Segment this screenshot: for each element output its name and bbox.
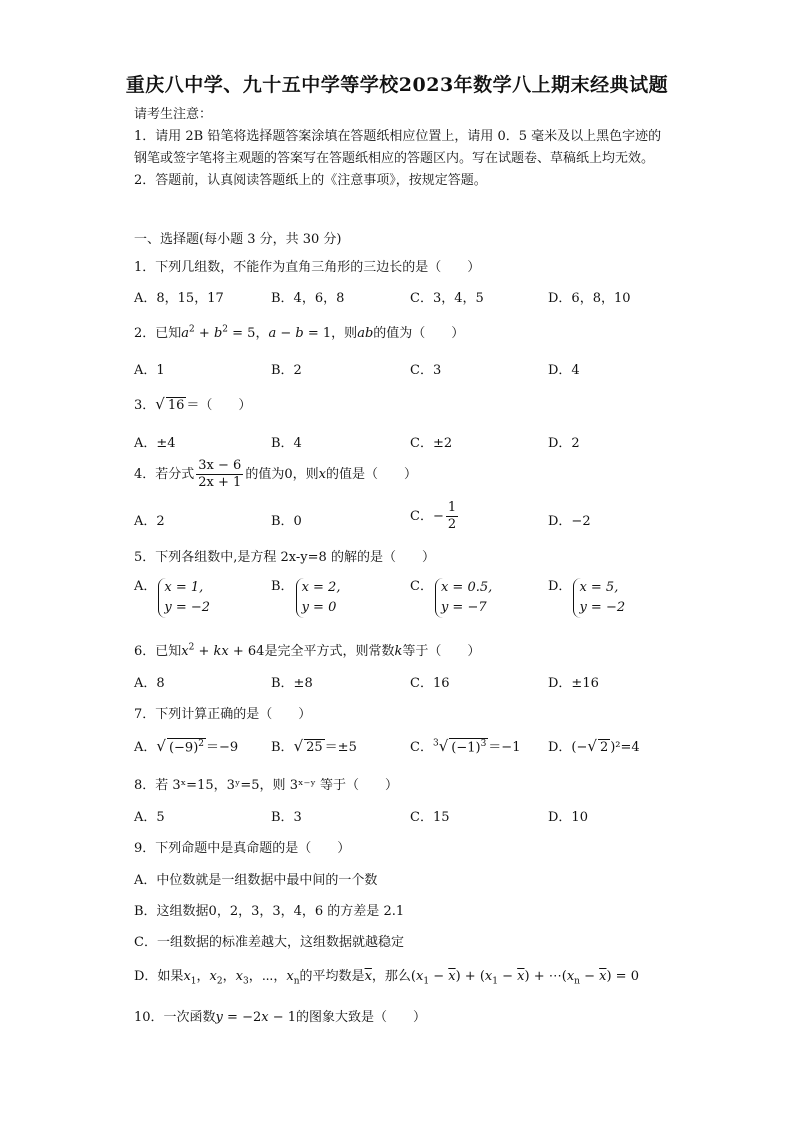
notes-item-1: 1．请用 2B 铅笔将选择题答案涂填在答题纸相应位置上，请用 0．5 毫米及以上黑色字迹的钢笔或签字笔将主观题的答案写在答题纸相应的答题区内。写在试题卷、草稿纸上均无效。: [134, 129, 662, 166]
question-8-stem: 8．若 3ˣ=15，3ʸ=5，则 3ˣ⁻ʸ 等于（ ）: [134, 778, 398, 793]
question-2-stem: 2．已知$a^2 + b^2 = 5$，a − b = 1，则ab的值为（ ）: [134, 324, 465, 341]
question-1-stem: 1．下列几组数，不能作为直角三角形的三边长的是（ ）: [134, 260, 481, 275]
question-9-option-a: A．中位数就是一组数据中最中间的一个数: [134, 873, 378, 888]
option-a: A．±4: [134, 436, 176, 451]
question-10-stem: 10．一次函数y = −2x − 1的图象大致是（ ）: [134, 1010, 427, 1025]
option-c: C．15: [410, 810, 450, 825]
option-d: D．10: [548, 810, 588, 825]
question-6-stem: 6．已知$x^2$ + kx + 64是完全平方式，则常数k等于（ ）: [134, 642, 481, 659]
option-c: C．$^3$√ $(-1)^3 =-1$: [410, 737, 521, 755]
question-8-options: [134, 806, 674, 836]
question-7-options: [134, 736, 674, 766]
option-d: D．(−√ 2 )²=4: [548, 737, 640, 755]
option-a: A． x = 1, y = −2: [134, 578, 210, 618]
option-c: C．− $\frac{1}{2}$: [410, 500, 457, 532]
option-a: A．5: [134, 810, 165, 825]
section-heading: 一、选择题(每小题 3 分，共 30 分): [134, 232, 342, 247]
option-a: A．2: [134, 514, 165, 529]
option-b: B． x = 2, y = 0: [271, 578, 340, 618]
question-6-options: [134, 672, 674, 702]
question-5-stem: 5．下列各组数中,是方程 2x-y=8 的解的是（ ）: [134, 550, 435, 565]
option-d: D．6，8，10: [548, 291, 631, 306]
question-9-option-c: C．一组数据的标准差越大，这组数据就越稳定: [134, 935, 404, 950]
option-c: C．±2: [410, 436, 453, 451]
question-2-options: [134, 359, 674, 389]
option-d: D．−2: [548, 514, 591, 529]
question-4-stem: 4．若分式 $\frac{3x - 6}{2x + 1}$ 的值为0，则x的值是（ ）: [134, 458, 417, 490]
question-9-option-d: D．如果$x_1$，$x_2$，$x_3$，⋯，$x_n$的平均数是$\overline{x}$，那么$(x_1 - \overline{x}) + (x_1 - \overline{x})$ + $\cdots(x_n - \overline{x}) = 0$: [134, 969, 639, 987]
option-a: A．√ $(-9)^2 =-9$: [134, 737, 239, 755]
question-7-stem: 7．下列计算正确的是（ ）: [134, 707, 312, 722]
option-d: D．±16: [548, 676, 599, 691]
option-c: C．3: [410, 363, 442, 378]
exam-notes: [134, 104, 664, 192]
option-b: B．4: [271, 436, 302, 451]
option-a: A．1: [134, 363, 165, 378]
option-c: C．16: [410, 676, 450, 691]
option-a: A．8，15，17: [134, 291, 224, 306]
option-c: C．3，4，5: [410, 291, 484, 306]
question-9-stem: 9．下列命题中是真命题的是（ ）: [134, 841, 351, 856]
notes-item-2: 2．答题前，认真阅读答题纸上的《注意事项》，按规定答题。: [134, 173, 487, 188]
option-b: B．0: [271, 514, 302, 529]
option-b: B．√ 25 ＝±5: [271, 737, 357, 755]
option-c: C． x = 0.5, y = −7: [410, 578, 492, 618]
option-b: B．±8: [271, 676, 313, 691]
option-d: D．2: [548, 436, 580, 451]
option-b: B．3: [271, 810, 302, 825]
page-title: 重庆八中学、九十五中学等学校2023年数学八上期末经典试题: [125, 74, 669, 96]
notes-heading: 请考生注意：: [134, 107, 213, 122]
option-d: D． x = 5, y = −2: [548, 578, 625, 618]
question-5-options: [134, 578, 674, 624]
question-9-option-b: B．这组数据0，2，3，3，4，6 的方差是 2.1: [134, 904, 405, 919]
question-4-options: [134, 500, 674, 540]
option-d: D．4: [548, 363, 580, 378]
question-3-stem: 3．√ 16 ＝（ ）: [134, 395, 252, 413]
option-b: B．4，6，8: [271, 291, 345, 306]
question-1-options: [134, 287, 674, 317]
option-b: B．2: [271, 363, 302, 378]
option-a: A．8: [134, 676, 165, 691]
